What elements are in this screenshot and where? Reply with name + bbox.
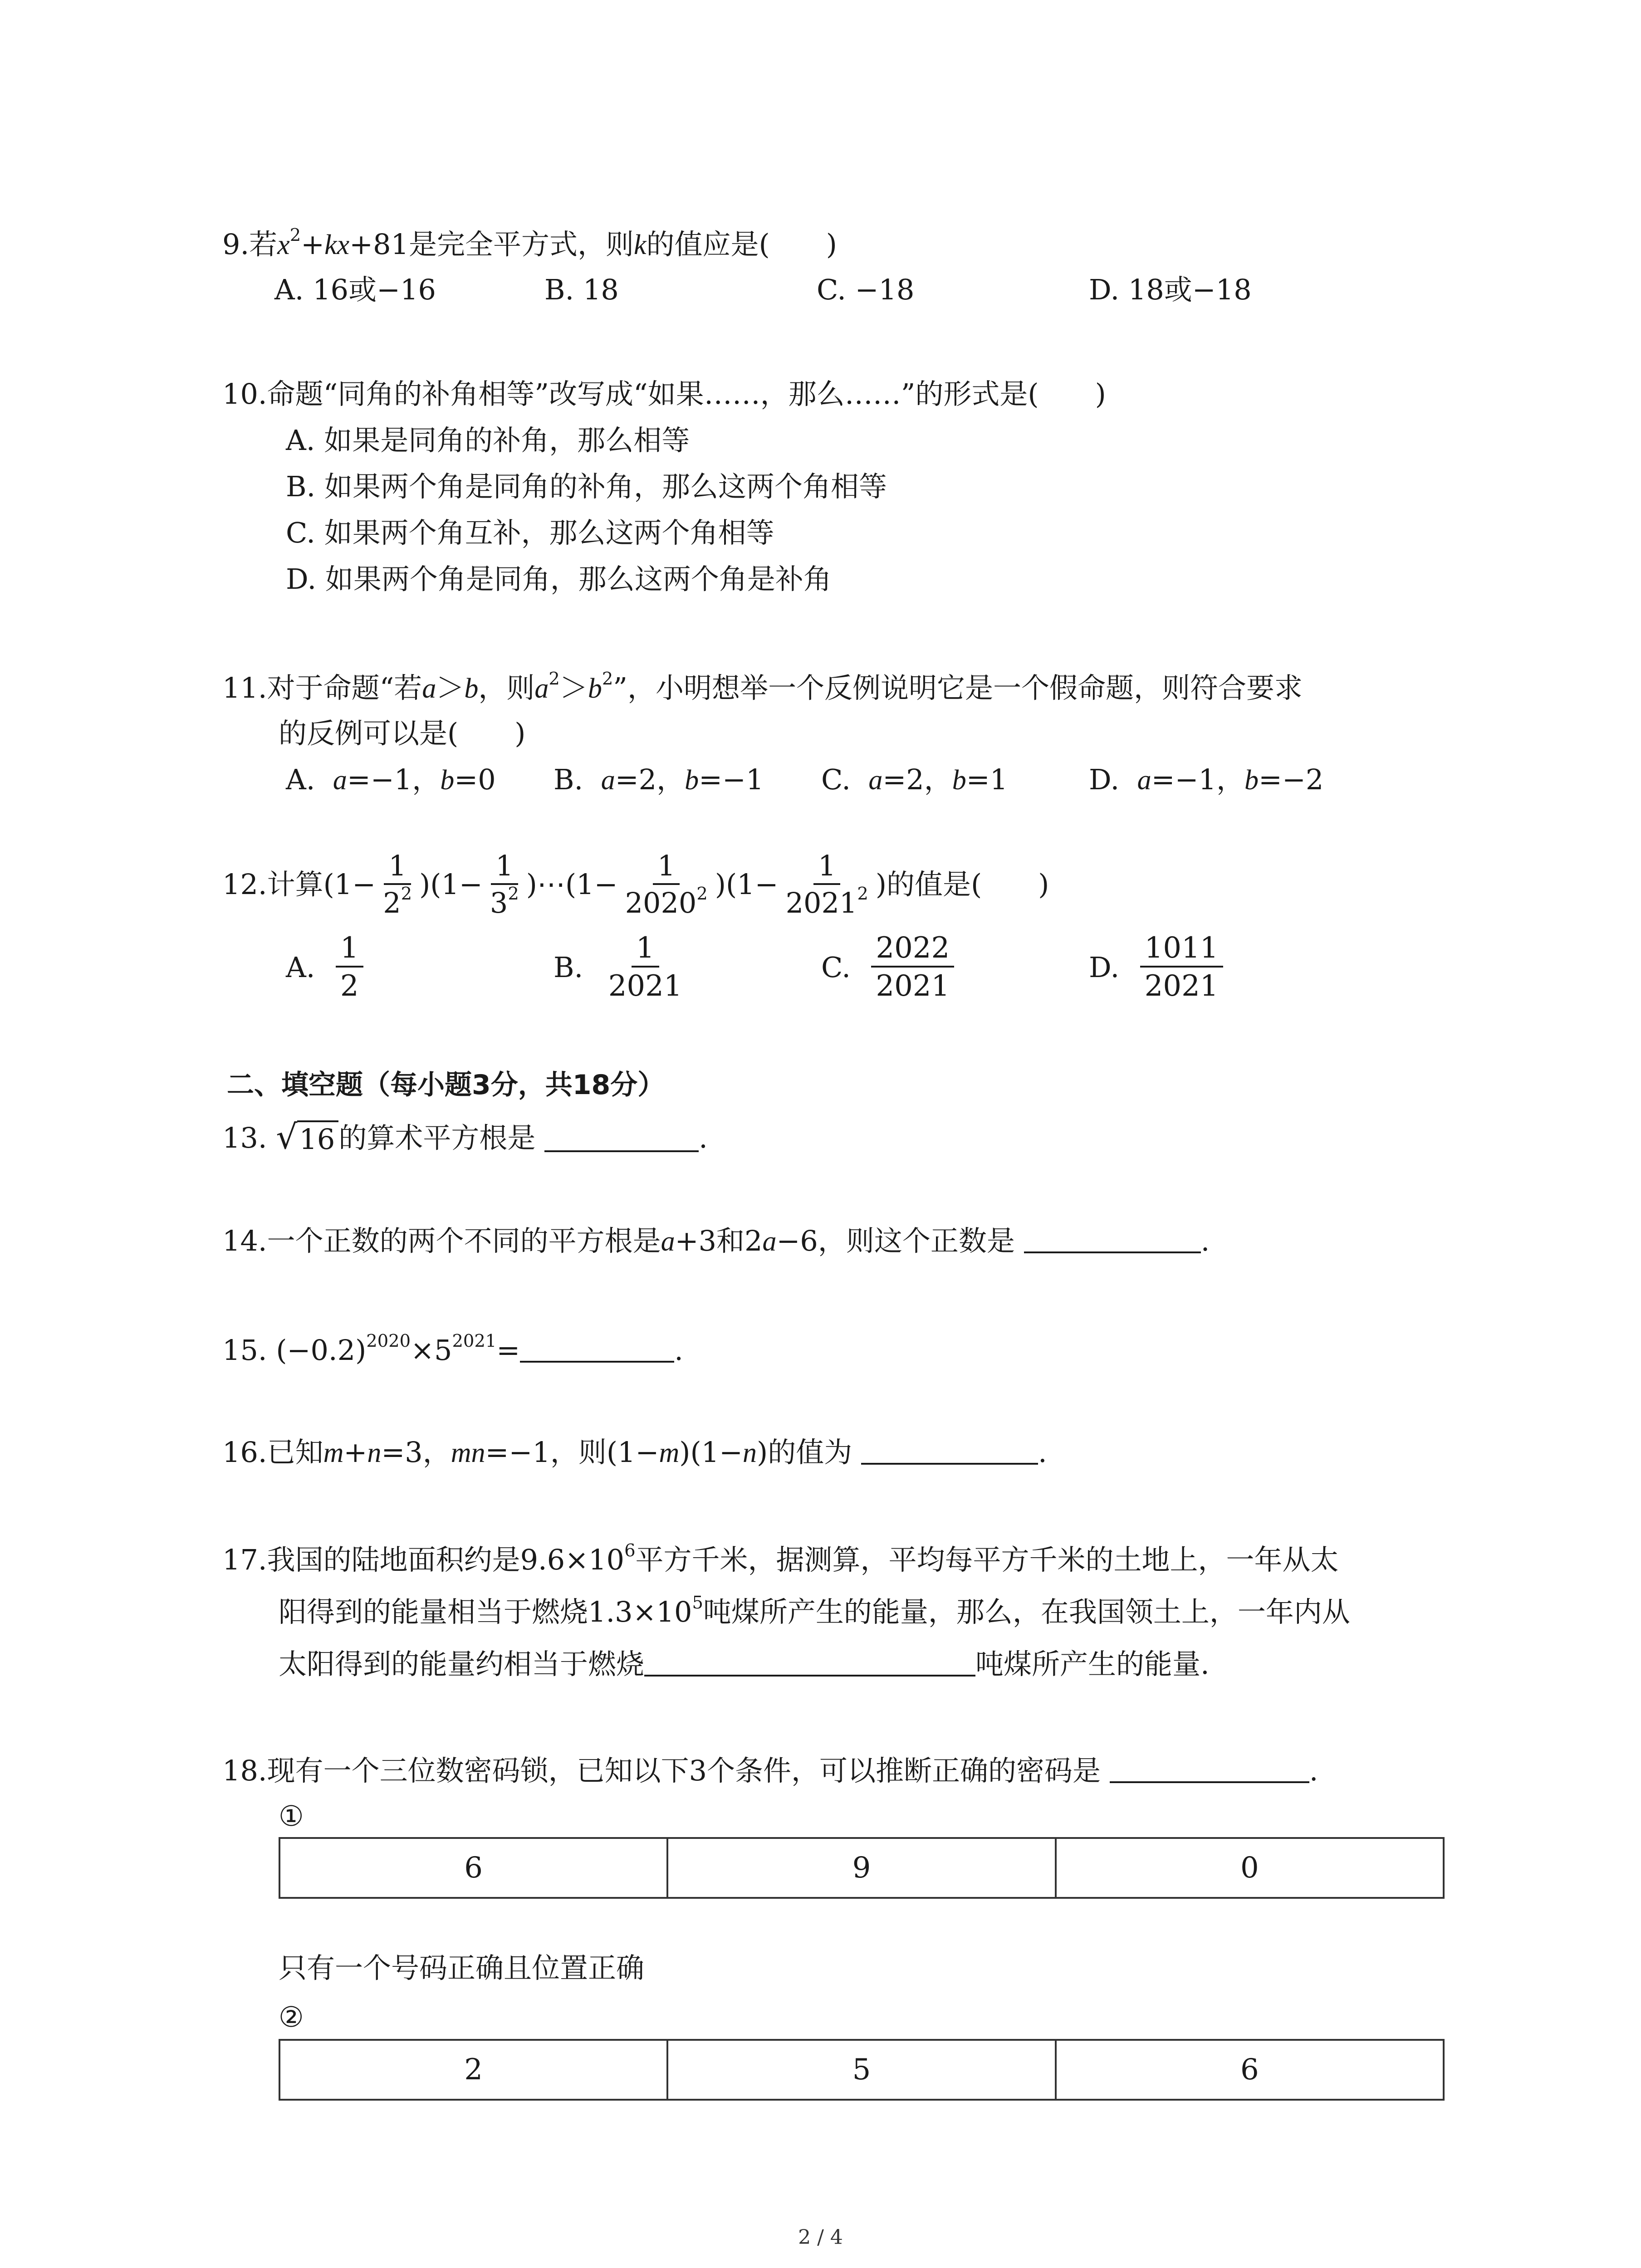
question-12-option-b: B. $\frac{1}{2021}$ [554, 931, 682, 1003]
question-12-option-a: A. $\frac{1}{2}$ [286, 932, 366, 1002]
question-11-stem: 11.对于命题“若a＞b，则$a^2>b^2$”，小明想举一个反例说明它是一个假命题，则符合要求 [222, 669, 1303, 704]
question-10-option-c: C. 如果两个角互补，那么这两个角相等 [286, 516, 774, 549]
answer-blank-17[interactable] [644, 1648, 975, 1677]
question-11-option-d: D. a=−1，b=−2 [1089, 763, 1324, 796]
question-11-option-a: A. a=−1，b=0 [286, 763, 496, 796]
question-10-option-b: B. 如果两个角是同角的补角，那么这两个角相等 [286, 470, 887, 503]
table-cell: 6 [279, 1838, 667, 1898]
page-number: 2 / 4 [798, 2226, 843, 2249]
question-9-option-b: B. 18 [544, 273, 619, 306]
question-13: 13. √ 16 的算术平方根是 . [222, 1118, 708, 1157]
answer-blank-13[interactable] [544, 1124, 699, 1152]
question-12-option-d: D. $\frac{1011}{2021}$ [1089, 932, 1226, 1002]
question-11-option-b: B. a=2，b=−1 [554, 763, 764, 796]
question-11-option-c: C. a=2，b=1 [821, 763, 1008, 796]
question-12-option-c: C. $\frac{2022}{2021}$ [821, 932, 957, 1002]
condition-1-note: 只有一个号码正确且位置正确 [279, 1951, 645, 1984]
question-10-option-d: D. 如果两个角是同角，那么这两个角是补角 [286, 562, 832, 596]
question-17-line3: 太阳得到的能量约相当于燃烧 吨煤所产生的能量. [279, 1647, 1210, 1681]
table-cell: 0 [1056, 1838, 1444, 1898]
square-root-sign: √ 16 [276, 1120, 338, 1155]
table-cell: 6 [1056, 2040, 1444, 2100]
question-16: 16.已知m+n=3，mn=−1，则(1−m)(1−n)的值为 . [222, 1436, 1047, 1469]
fraction-1-over-2020-squared: $\frac{1}{2020^2}$ [625, 849, 708, 920]
question-17-line2: 阳得到的能量相当于燃烧$1.3\times 10^5$吨煤所产生的能量，那么，在我国领土上，一年内从 [279, 1593, 1350, 1628]
table-cell: 2 [279, 2040, 667, 2100]
condition-1-table [279, 1837, 1445, 1899]
table-row [279, 1838, 1444, 1898]
table-cell: 9 [667, 1838, 1055, 1898]
condition-1-marker: ① [279, 1799, 304, 1833]
question-17-line1: 17.我国的陆地面积约是$9.6\times 10^6$平方千米，据测算，平均每平方千米的土地上，一年从太 [222, 1540, 1339, 1576]
condition-2-table [279, 2039, 1445, 2101]
answer-blank-18[interactable] [1110, 1755, 1309, 1783]
question-11-stem-line2: 的反例可以是( ) [279, 717, 526, 750]
question-14: 14.一个正数的两个不同的平方根是a+3和2a−6，则这个正数是 . [222, 1224, 1210, 1257]
table-cell: 5 [667, 2040, 1055, 2100]
question-9-option-a: A. 16或−16 [274, 273, 436, 306]
answer-blank-16[interactable] [861, 1437, 1038, 1465]
question-9-option-d: D. 18或−18 [1089, 273, 1252, 306]
question-18-stem: 18.现有一个三位数密码锁，已知以下3个条件，可以推断正确的密码是 . [222, 1754, 1318, 1787]
question-9-option-c: C. −18 [817, 273, 915, 306]
fraction-1-over-2021-squared: $\frac{1}{2021^2}$ [785, 849, 868, 920]
section-heading-fill-in: 二、填空题（每小题3分，共18分） [227, 1069, 665, 1101]
table-row [279, 2040, 1444, 2100]
answer-blank-15[interactable] [520, 1334, 674, 1363]
question-15: 15. $(-0.2)^{2020}\times 5^{2021}=$ . [222, 1331, 683, 1367]
condition-2-marker: ② [279, 2000, 304, 2033]
fraction-1-over-2-squared: $\frac{1}{2^2}$ [383, 849, 412, 920]
question-9-stem: 9.若$x^2+kx+81$是完全平方式，则k的值应是( ) [222, 225, 837, 261]
question-12-stem: 12. 计算(1− $\frac{1}{2^2}$ )(1− $\frac{1}{3^2}$ )⋯(1− $\frac{1}{2020^2}$ )(1− $\frac{1}{2021^2}$ )的值是( ) [222, 849, 1049, 920]
fraction-1-over-3-squared: $\frac{1}{3^2}$ [490, 849, 519, 920]
answer-blank-14[interactable] [1024, 1225, 1201, 1253]
question-10-option-a: A. 如果是同角的补角，那么相等 [286, 424, 690, 457]
question-10-stem: 10.命题“同角的补角相等”改写成“如果……，那么……”的形式是( ) [222, 377, 1106, 411]
